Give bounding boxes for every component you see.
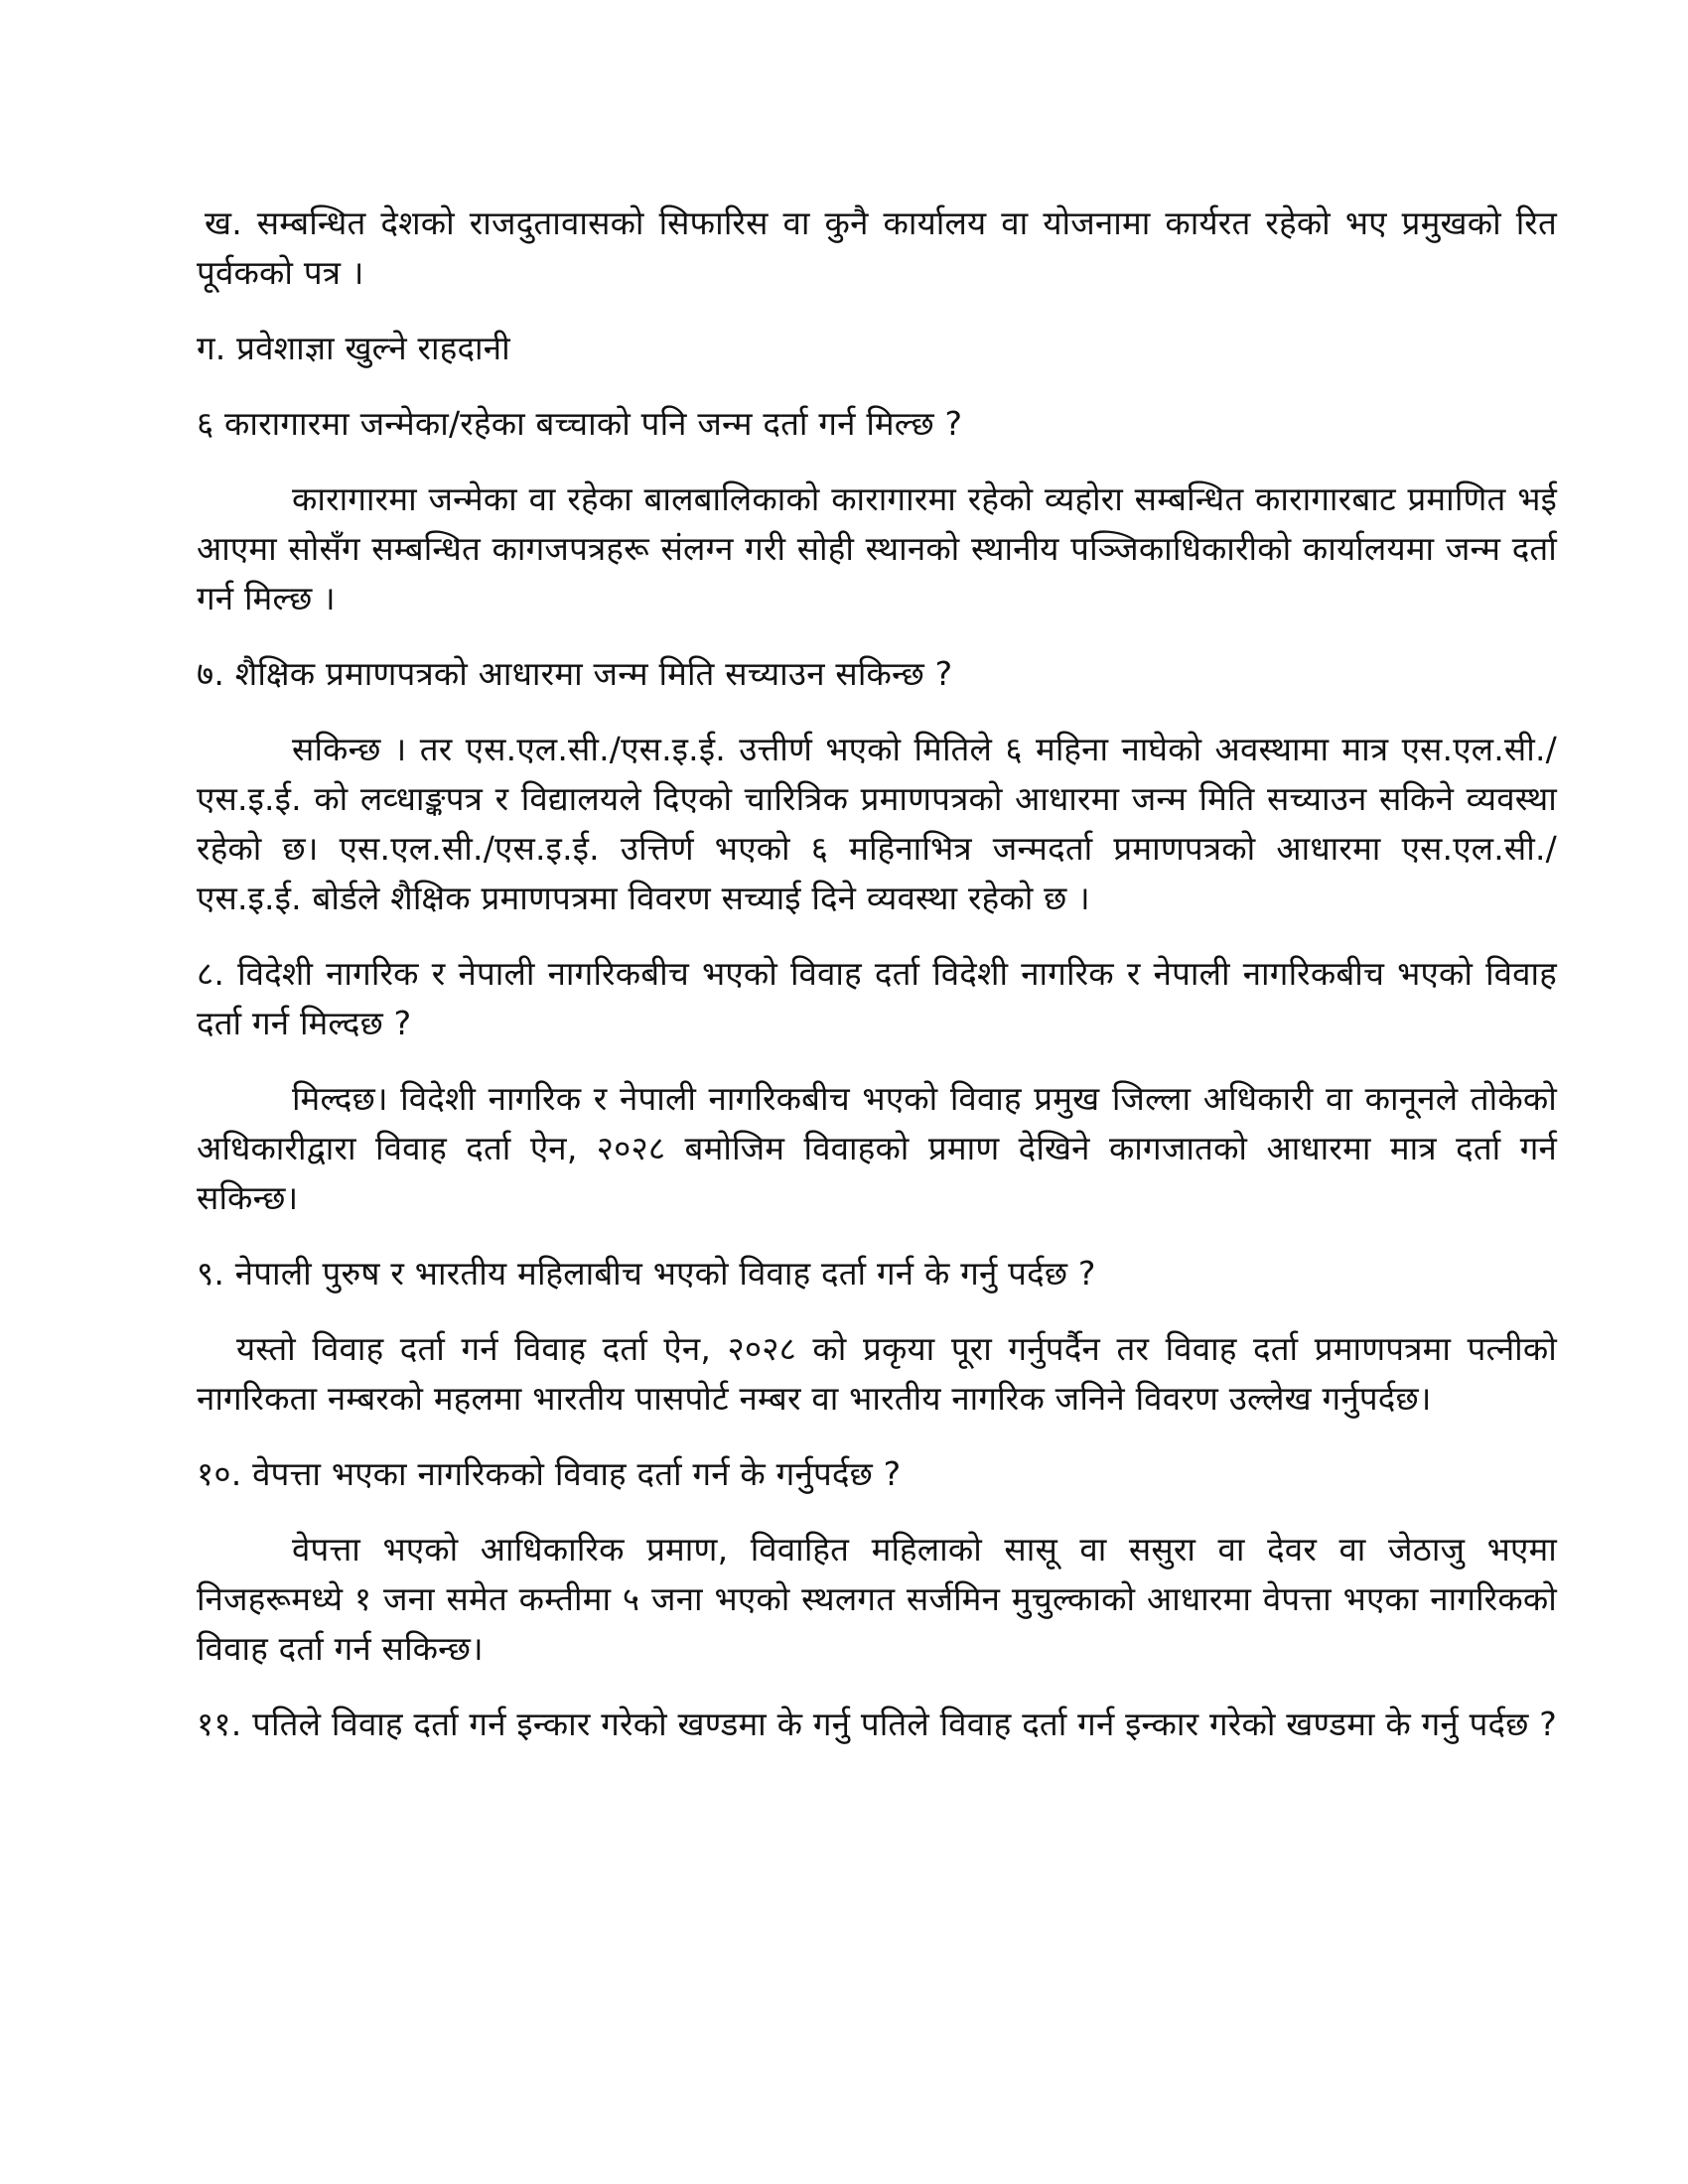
question-9: ९. नेपाली पुरुष र भारतीय महिलाबीच भएको विवाह दर्ता गर्न के गर्नु पर्दछ ?: [197, 1254, 1096, 1293]
question-6: ६ कारागारमा जन्मेका/रहेका बच्चाको पनि जन्म दर्ता गर्न मिल्छ ?: [197, 404, 963, 443]
question-8: ८. विदेशी नागरिक र नेपाली नागरिकबीच भएको विवाह दर्ता विदेशी नागरिक र नेपाली नागरिकबीच भएको विवाह दर्ता गर्न मिल्दछ ?: [197, 954, 1557, 1042]
item-ga-text: ग. प्रवेशाज्ञा खुल्ने राहदानी: [197, 329, 510, 367]
document-body: [197, 199, 1557, 1749]
answer-8: मिल्दछ। विदेशी नागरिक र नेपाली नागरिकबीच भएको विवाह प्रमुख जिल्ला अधिकारी वा कानूनले तोकेको अधिकारीद्वारा विवाह दर्ता ऐन, २०२८ बमोजिम विवाहको प्रमाण देखिने कागजातको आधारमा मात्र दर्ता गर्न सकिन्छ।: [197, 1079, 1557, 1217]
answer-10: वेपत्ता भएको आधिकारिक प्रमाण, विवाहित महिलाको सासू वा ससुरा वा देवर वा जेठाजु भएमा निजहरूमध्ये १ जना समेत कम्तीमा ५ जना भएको स्थलगत सर्जमिन मुचुल्काको आधारमा वेपत्ता भएका नागरिकको विवाह दर्ता गर्न सकिन्छ।: [197, 1530, 1557, 1668]
question-7: ७. शैक्षिक प्रमाणपत्रको आधारमा जन्म मिति सच्याउन सकिन्छ ?: [197, 654, 953, 693]
answer-7: सकिन्छ । तर एस.एल.सी./एस.इ.ई. उत्तीर्ण भएको मितिले ६ महिना नाघेको अवस्थामा मात्र एस.एल.सी./एस.इ.ई. को लव्धाङ्कपत्र र विद्यालयले दिएको चारित्रिक प्रमाणपत्रको आधारमा जन्म मिति सच्याउन सकिने व्यवस्था रहेको छ। एस.एल.सी./एस.इ.ई. उत्तिर्ण भएको ६ महिनाभित्र जन्मदर्ता प्रमाणपत्रको आधारमा एस.एल.सी./एस.इ.ई. बोर्डले शैक्षिक प्रमाणपत्रमा विवरण सच्याई दिने व्यवस्था रहेको छ ।: [197, 730, 1557, 917]
answer-9: यस्तो विवाह दर्ता गर्न विवाह दर्ता ऐन, २०२८ को प्रकृया पूरा गर्नुपर्दैन तर विवाह दर्ता प्रमाणपत्रमा पत्नीको नागरिकता नम्बरको महलमा भारतीय पासपोर्ट नम्बर वा भारतीय नागरिक जनिने विवरण उल्लेख गर्नुपर्दछ।: [197, 1329, 1557, 1418]
item-kha-text: ख. सम्बन्धित देशको राजदुतावासको सिफारिस वा कुनै कार्यालय वा योजनामा कार्यरत रहेको भए प्रमुखको रित पूर्वकको पत्र ।: [197, 204, 1557, 292]
question-10: १०. वेपत्ता भएका नागरिकको विवाह दर्ता गर्न के गर्नुपर्दछ ?: [197, 1454, 902, 1493]
answer-6: कारागारमा जन्मेका वा रहेका बालबालिकाको कारागारमा रहेको व्यहोरा सम्बन्धित कारागारबाट प्रमाणित भई आएमा सोसँग सम्बन्धित कागजपत्रहरू संलग्न गरी सोही स्थानको स्थानीय पञ्जिकाधिकारीको कार्यालयमा जन्म दर्ता गर्न मिल्छ ।: [197, 479, 1557, 617]
question-11: ११. पतिले विवाह दर्ता गर्न इन्कार गरेको खण्डमा के गर्नु पतिले विवाह दर्ता गर्न इन्कार गरेको खण्डमा के गर्नु पर्दछ ?: [197, 1705, 1557, 1743]
